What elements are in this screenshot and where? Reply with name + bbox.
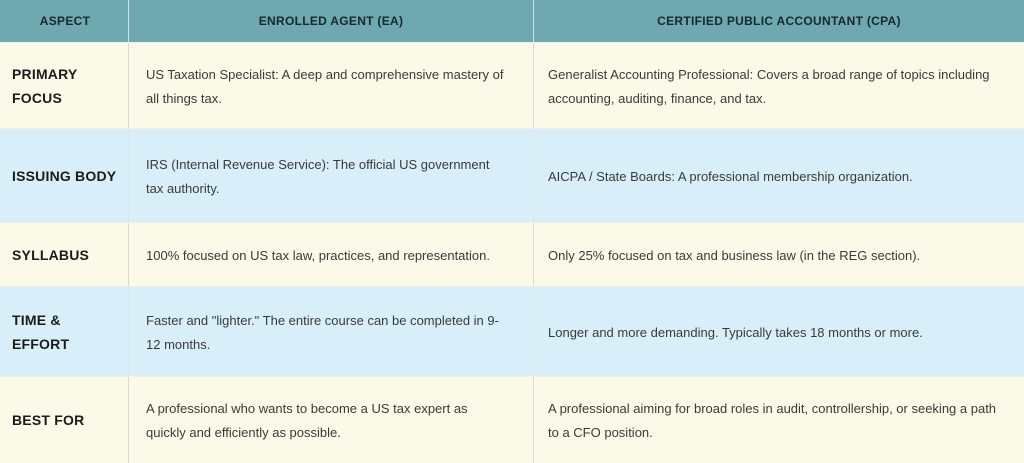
aspect-cell — [0, 129, 128, 222]
table-row-time-effort — [0, 286, 1024, 376]
ea-text: 100% focused on US tax law, practices, and representation. — [146, 247, 490, 263]
aspect-label: ISSUING BODY — [12, 167, 117, 184]
ea-text: IRS (Internal Revenue Service): The official US government tax authority. — [146, 156, 490, 196]
aspect-label: SYLLABUS — [12, 246, 90, 263]
ea-cell — [128, 287, 533, 376]
cpa-text: Generalist Accounting Professional: Covers a broad range of topics including accounting, auditing, finance, and tax. — [548, 66, 990, 106]
cpa-cell — [533, 287, 1024, 376]
cpa-text: AICPA / State Boards: A professional membership organization. — [548, 168, 913, 184]
header-aspect-label: ASPECT — [39, 14, 91, 28]
aspect-label: PRIMARY FOCUS — [12, 65, 78, 106]
ea-text: US Taxation Specialist: A deep and comprehensive mastery of all things tax. — [146, 66, 504, 106]
aspect-label: TIME & EFFORT — [12, 311, 70, 352]
aspect-cell — [0, 377, 128, 463]
ea-text: A professional who wants to become a US tax expert as quickly and efficiently as possible. — [146, 401, 468, 440]
ea-cell — [128, 129, 533, 222]
header-cpa-label: CERTIFIED PUBLIC ACCOUNTANT (CPA) — [657, 14, 901, 28]
table-row-best-for — [0, 376, 1024, 463]
header-cpa — [533, 0, 1024, 42]
cpa-cell — [533, 129, 1024, 222]
table-row-primary-focus — [0, 42, 1024, 128]
table-row-issuing-body — [0, 128, 1024, 222]
ea-cell — [128, 223, 533, 286]
table-header-row — [0, 0, 1024, 42]
header-enrolled-agent — [128, 0, 533, 42]
ea-text: Faster and "lighter." The entire course can be completed in 9-12 months. — [146, 312, 499, 352]
cpa-text: Longer and more demanding. Typically takes 18 months or more. — [548, 324, 923, 340]
cpa-text: A professional aiming for broad roles in audit, controllership, or seeking a path to a CFO position. — [548, 401, 997, 440]
header-enrolled-agent-label: ENROLLED AGENT (EA) — [258, 14, 404, 28]
aspect-cell — [0, 43, 128, 128]
cpa-text: Only 25% focused on tax and business law (in the REG section). — [548, 247, 921, 263]
cpa-cell — [533, 43, 1024, 128]
cpa-cell — [533, 223, 1024, 286]
ea-cell — [128, 377, 533, 463]
header-aspect — [0, 0, 128, 42]
table-row-syllabus — [0, 222, 1024, 286]
aspect-cell — [0, 223, 128, 286]
aspect-label: BEST FOR — [12, 412, 85, 428]
cpa-cell — [533, 377, 1024, 463]
aspect-cell — [0, 287, 128, 376]
ea-cell — [128, 43, 533, 128]
